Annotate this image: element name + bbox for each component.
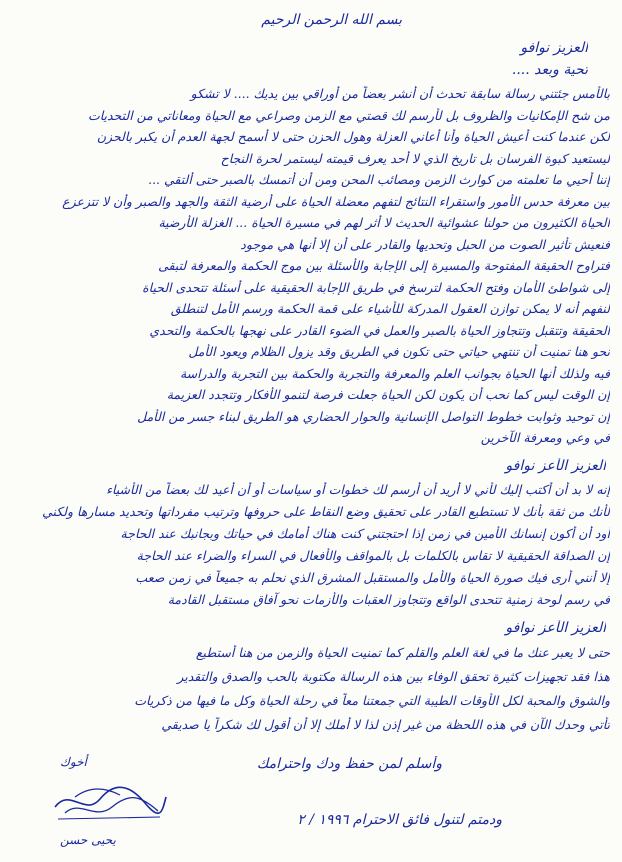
signature-block — [40, 755, 200, 855]
letter-line: حتى لا يعبر عنك ما في لغة العلم والقلم كما تمنيت الحياة والزمن من هنا أستطيع — [195, 645, 610, 660]
letter-line: ليستعيد كبوة الفرسان بل تاريخ الذي لا أحد يعرف قيمته ليستمر لحرة النجاح — [220, 150, 610, 166]
letter-line: لنفهم أنه لا يمكن توازن العقول المدركة للأشياء على قمة الحكمة ورسم الأمل لتنطلق — [170, 301, 610, 316]
closing-line: وأسلم لمن حفظ ودك واحترامك — [256, 756, 442, 772]
letter-line: في رسم لوحة زمنية تتحدى الواقع وتتجاوز العقبات والأزمات نحو آفاق مستقبل القادمة — [167, 592, 610, 607]
letter-line: فنعيش تأثير الصوت من الحبل وتحديها والقادر على أن إلا أنها هي موجود — [240, 236, 610, 252]
letter-line: أود أن أكون إنسانك الأمين في زمن إذا احتجتني كنت هناك أمامك في حياتك وبجانبك عند الحاجة — [120, 526, 610, 541]
letter-line: إنه لا بد أن أكتب إليك لأني لا أريد أن أرسم لك خطوات أو سياسات أو أن أعيد لك بعضاً من الأشياء — [106, 482, 610, 497]
third-salutation: العزيز الأعز نوافو — [505, 620, 606, 636]
signer-label: أخوك — [60, 755, 87, 769]
letter-line: فيه ولذلك أنها الحياة بجوانب العلم والمعرفة والتجربة والحكمة بين التجربة والدراسة — [179, 365, 610, 381]
letter-line: تأتي وحدك الآن في هذه اللحظة من غير إذن لذا لا أملك إلا أن أقول لك شكراً يا صديقي — [161, 717, 610, 732]
letter-line: إن الصداقة الحقيقية لا تقاس بالكلمات بل بالمواقف والأفعال في السراء والضراء عند الحاجة — [136, 548, 610, 563]
letter-line: لأنك من ثقة بأنك لا تستطيع القادر على تحقيق وضع النقاط على حروفها وترتيب مفرداتها وتحديد مسارها ولكني — [42, 504, 610, 519]
letter-line: بين معرفة حدس الأمور واستقراء النتائج لتفهم معضلة الحياة على أرضية الثقة والجهد والصبر وأن لا تتزعزع — [62, 193, 610, 209]
letter-line: نحو هنا تمنيت أن تنتهي حياتي حتى تكون في الطريق وقد يزول الظلام ويعود الأمل — [188, 344, 610, 359]
letter-line: والشوق والمحبة لكل الأوقات الطيبة التي جمعتنا معاً في رحلة الحياة وكل ما فيها من ذكريات — [134, 693, 610, 708]
letter-line: هذا فقد تجهيزات كثيرة تحقق الوفاء بين هذه الرسالة مكتوبة بالحب والصدق والتقدير — [177, 669, 610, 684]
signature-flourish-icon — [50, 777, 170, 827]
signer-name: يحيى حسن — [60, 833, 116, 847]
letter-line: الحقيقة وتتقبل وتتجاوز الحياة بالصبر والعمل في الضوء القادر على نهجها بالحكمة والتحدي — [149, 322, 610, 338]
letter-line: لكن عندما كنت أعيش الحياة وأنا أعاني العزلة وهول الحزن حتى لا أسمح لجهة العدم أن يكبر بالحزن — [96, 129, 610, 144]
letter-line: إننا أحيي ما تعلمته من كوارث الزمن ومصائب المحن ومن أن أتمسك بالصبر حتى ألتقي ... — [148, 172, 610, 187]
greeting-sub: تحية وبعد .... — [511, 62, 588, 78]
date-line: ودمتم لتنول فائق الاحترام ١٩٩٦ / ٢ — [297, 812, 502, 828]
letter-line: فتراوح الحقيقة المفتوحة والمسيرة إلى الإجابة والأسئلة بين موج الحكمة والمعرفة لتبقى — [158, 258, 610, 273]
letter-line: في وعي ومعرفة الآخرين — [480, 430, 610, 445]
greeting-name: العزيز نوافو — [520, 40, 588, 56]
second-salutation: العزيز الأعز نوافو — [505, 458, 606, 474]
letter-line: إن توحيد وثوابت خطوط التواصل الإنسانية والحوار الحضاري هو الطريق لبناء جسر من الأمل — [137, 408, 610, 424]
letter-line: إن الوقت ليس كما نحب أن يكون لكن الحياة جعلت فرصة لتنمو الأفكار وتتجدد العزيمة — [166, 387, 610, 402]
letter-line: بالأمس جئتني رسالة سابقة تحدث أن أنشر بعضاً من أوراقي بين يديك .... لا تشكو — [190, 86, 610, 101]
letter-line: إلا أنني أرى فيك صورة الحياة والأمل والمستقبل المشرق الذي نحلم به جميعاً في زمن صعب — [135, 570, 610, 585]
letter-line: من شح الإمكانيات والظروف بل لأرسم لك قصتي مع الزمن وصراعي مع الحياة ومعاناتي من التحديات — [87, 107, 610, 123]
letter-line: إلى شواطئ الأمان وفتح الحكمة لترسخ في طريق الإجابة الحقيقية على أسئلة تتحدى الحياة — [142, 279, 610, 295]
basmala: بسم الله الرحمن الرحيم — [261, 12, 402, 28]
letter-line: الحياة الكثيرون من حولنا عشوائية الحديث لا أثر لهم في مسيرة الحياة ... الغزلة الأرضية — [158, 215, 610, 230]
